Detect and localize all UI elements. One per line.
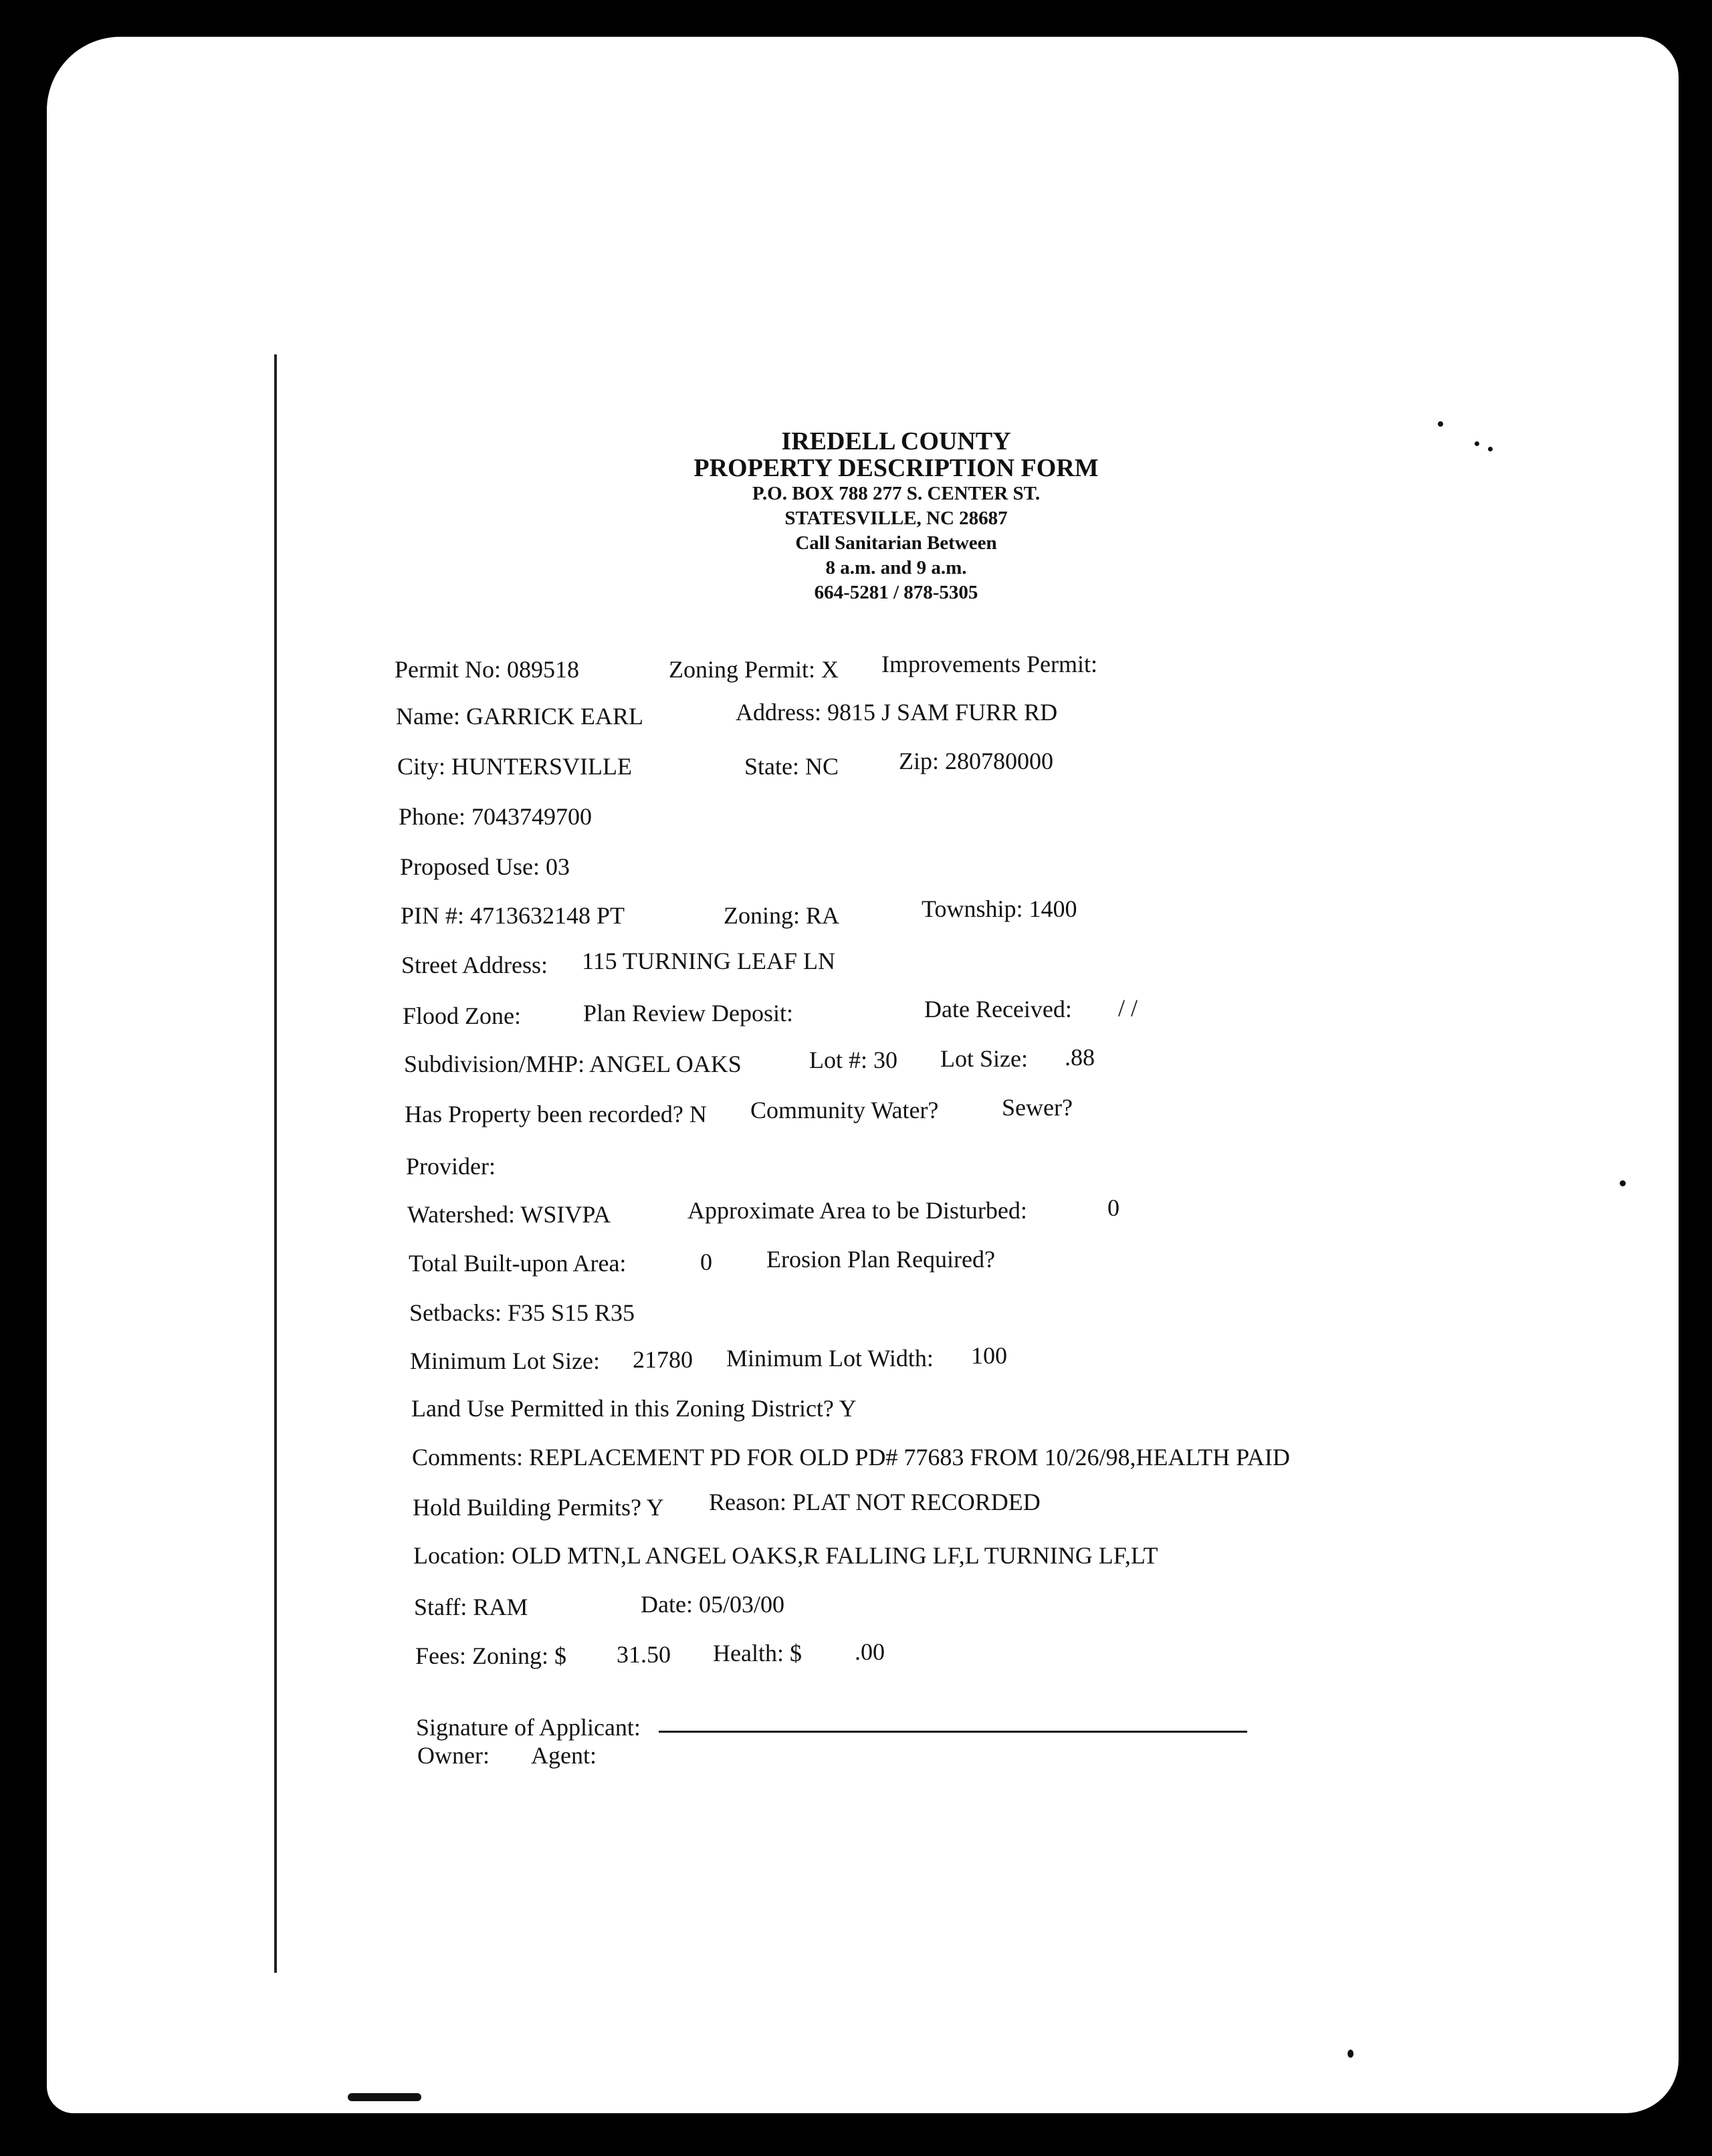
watershed-field: Watershed: WSIVPA [407, 1201, 611, 1228]
lot-number-field: Lot #: 30 [809, 1047, 897, 1073]
sewer-field: Sewer? [1002, 1094, 1073, 1121]
proposed-use-field: Proposed Use: 03 [400, 853, 570, 880]
name-field: Name: GARRICK EARL [396, 703, 643, 730]
fees-zoning-value: 31.50 [617, 1641, 671, 1668]
area-disturbed-value: 0 [1107, 1194, 1119, 1221]
form-title: PROPERTY DESCRIPTION FORM [693, 454, 1099, 482]
phone-field: Phone: 7043749700 [399, 803, 593, 830]
street-address-value: 115 TURNING LEAF LN [582, 948, 835, 974]
scan-speck [1438, 421, 1443, 427]
flood-zone-field: Flood Zone: [403, 1002, 521, 1029]
setbacks-field: Setbacks: F35 S15 R35 [409, 1299, 635, 1326]
zoning-permit: Zoning Permit: X [669, 656, 839, 683]
zip-field: Zip: 280780000 [899, 748, 1053, 774]
phone-line: 664-5281 / 878-5305 [814, 582, 978, 603]
signature-line [659, 1731, 1247, 1733]
address-field: Address: 9815 J SAM FURR RD [736, 699, 1058, 726]
scan-speck [1620, 1180, 1626, 1186]
fees-health-value: .00 [855, 1638, 885, 1665]
built-upon-value: 0 [700, 1249, 712, 1275]
pin-field: PIN #: 4713632148 PT [401, 902, 625, 929]
subdivision-field: Subdivision/MHP: ANGEL OAKS [404, 1051, 742, 1077]
plan-review-deposit-field: Plan Review Deposit: [583, 1000, 793, 1027]
street-address-label: Street Address: [401, 952, 548, 978]
erosion-plan-field: Erosion Plan Required? [766, 1246, 995, 1273]
permit-no: Permit No: 089518 [395, 656, 579, 683]
call-line: Call Sanitarian Between [795, 532, 997, 554]
date-received-label: Date Received: [924, 996, 1072, 1022]
township-field: Township: 1400 [922, 895, 1077, 922]
min-lot-width-label: Minimum Lot Width: [726, 1345, 934, 1372]
form-sheet [47, 37, 1679, 2113]
min-lot-size-label: Minimum Lot Size: [410, 1348, 600, 1374]
city-field: City: HUNTERSVILLE [397, 753, 632, 780]
built-upon-label: Total Built-upon Area: [409, 1250, 627, 1277]
hold-building-field: Hold Building Permits? Y [413, 1494, 664, 1521]
property-recorded-field: Has Property been recorded? N [405, 1101, 707, 1127]
owner-field: Owner: [417, 1742, 490, 1769]
scan-speck [1488, 447, 1493, 451]
lot-size-label: Lot Size: [940, 1045, 1028, 1072]
location-field: Location: OLD MTN,L ANGEL OAKS,R FALLING LF,L TURNING LF,LT [413, 1542, 1158, 1569]
po-box-line: P.O. BOX 788 277 S. CENTER ST. [752, 483, 1041, 504]
agent-field: Agent: [531, 1742, 597, 1769]
lot-size-value: .88 [1065, 1044, 1095, 1071]
community-water-field: Community Water? [750, 1097, 939, 1123]
fees-zoning-label: Fees: Zoning: $ [415, 1642, 566, 1669]
scan-speck [1348, 2050, 1354, 2058]
county-title: IREDELL COUNTY [781, 427, 1011, 455]
fees-health-label: Health: $ [713, 1640, 802, 1666]
scan-speck [1475, 441, 1479, 446]
area-disturbed-label: Approximate Area to be Disturbed: [687, 1197, 1027, 1224]
reason-field: Reason: PLAT NOT RECORDED [709, 1489, 1041, 1515]
staff-field: Staff: RAM [414, 1594, 528, 1620]
improvements-permit: Improvements Permit: [881, 651, 1097, 677]
zoning-field: Zoning: RA [724, 902, 840, 929]
min-lot-size-value: 21780 [633, 1346, 693, 1373]
provider-field: Provider: [406, 1153, 496, 1180]
city-line: STATESVILLE, NC 28687 [784, 508, 1008, 529]
date-field: Date: 05/03/00 [641, 1591, 784, 1618]
date-received-value: / / [1118, 994, 1138, 1021]
left-margin-rule [274, 354, 277, 1973]
hours-line: 8 a.m. and 9 a.m. [825, 557, 967, 578]
scan-edge-mark [348, 2093, 421, 2101]
signature-label: Signature of Applicant: [416, 1714, 641, 1741]
state-field: State: NC [744, 753, 839, 780]
comments-field: Comments: REPLACEMENT PD FOR OLD PD# 77683 FROM 10/26/98,HEALTH PAID [412, 1444, 1290, 1471]
land-use-field: Land Use Permitted in this Zoning District? Y [411, 1395, 857, 1422]
form-header [669, 428, 1124, 605]
min-lot-width-value: 100 [971, 1342, 1007, 1369]
